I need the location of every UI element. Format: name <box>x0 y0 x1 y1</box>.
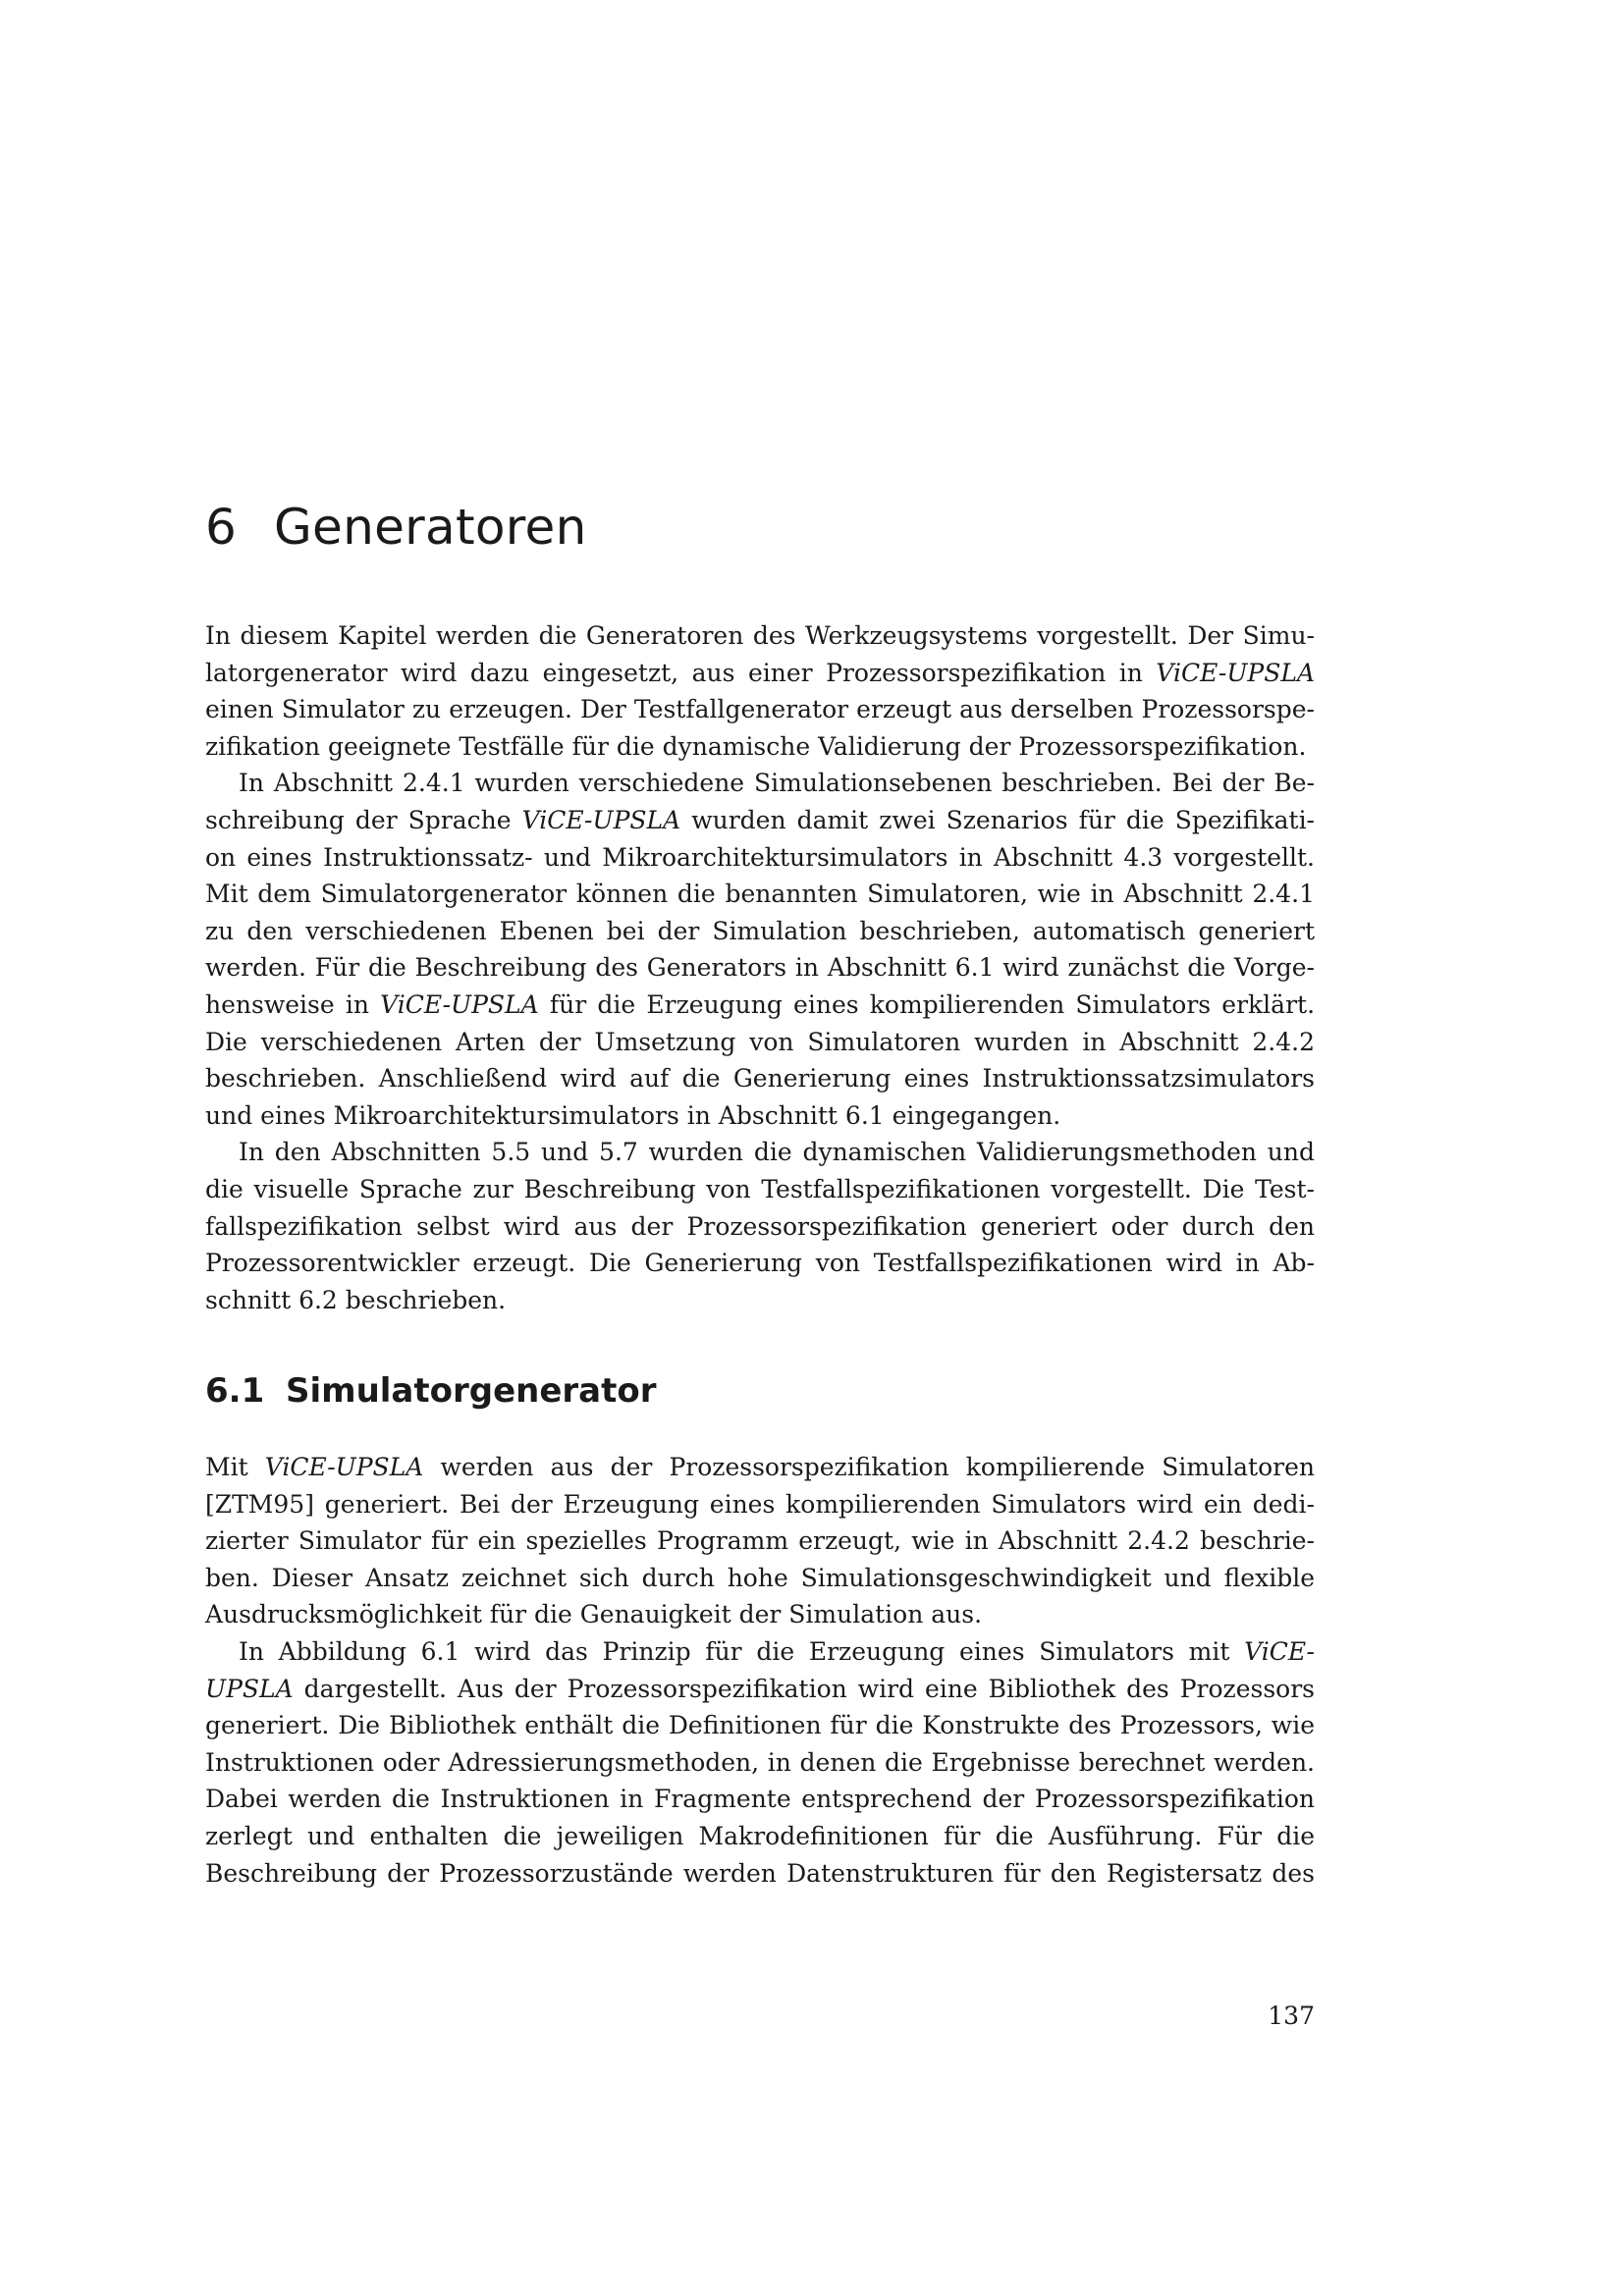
text-line: In diesem Kapitel werden die Generatoren des Werkzeugsystems vorgestellt. Der Simu- <box>205 621 1315 650</box>
text-line: werden. Für die Beschreibung des Generators in Abschnitt 6.1 wird zunächst die Vorge- <box>205 953 1315 983</box>
text-line: schnitt 6.2 beschrieben. <box>205 1285 507 1314</box>
section-body <box>205 1449 1315 1892</box>
chapter-title <box>205 496 587 559</box>
vice-upsla-term: ViCE-UPSLA <box>1156 658 1315 687</box>
text-line: Beschreibung der Prozessorzustände werden Datenstrukturen für den Registersatz des <box>205 1858 1315 1888</box>
text-line: schreibung der Sprache ViCE-UPSLA wurden damit zwei Szenarios für die Spezifikati- <box>205 805 1316 834</box>
chapter-intro <box>205 617 1315 1318</box>
text-line: Ausdrucksmöglichkeit für die Genauigkeit der Simulation aus. <box>205 1600 983 1629</box>
text-line: Mit dem Simulatorgenerator können die benannten Simulatoren, wie in Abschnitt 2.4.1 <box>205 880 1315 909</box>
text-line: ben. Dieser Ansatz zeichnet sich durch hohe Simulationsgeschwindigkeit und flexible <box>205 1563 1315 1592</box>
vice-upsla-term: UPSLA <box>205 1674 294 1703</box>
text-line: hensweise in ViCE-UPSLA für die Erzeugung eines kompilierenden Simulators erklärt. <box>205 989 1316 1019</box>
chapter-number: 6 <box>205 499 238 556</box>
text-line: In den Abschnitten 5.5 und 5.7 wurden die dynamischen Validierungsmethoden und <box>239 1138 1315 1167</box>
text-line: latorgenerator wird dazu eingesetzt, aus einer Prozessorspezifikation in ViCE-UPSLA <box>205 658 1315 687</box>
vice-upsla-term: ViCE-UPSLA <box>521 805 681 834</box>
intro-paragraph-3 <box>205 1134 1315 1318</box>
text-line: generiert. Die Bibliothek enthält die Definitionen für die Konstrukte des Prozessors, wie <box>205 1711 1315 1740</box>
text-line: die visuelle Sprache zur Beschreibung von Testfallspezifikationen vorgestellt. Die Test- <box>205 1174 1315 1203</box>
vice-upsla-term: ViCE- <box>1244 1636 1315 1666</box>
intro-paragraph-2 <box>205 765 1315 1134</box>
text-line: Instruktionen oder Adressierungsmethoden, in denen die Ergebnisse berechnet werden. <box>205 1747 1315 1777</box>
text-line: und eines Mikroarchitektursimulators in Abschnitt 6.1 eingegangen. <box>205 1100 1061 1130</box>
text-line: [ZTM95] generiert. Bei der Erzeugung eines kompilierenden Simulators wird ein dedi- <box>205 1489 1315 1519</box>
text-line: on eines Instruktionssatz- und Mikroarchitektursimulators in Abschnitt 4.3 vorgestellt. <box>205 842 1315 872</box>
text-line: zifikation geeignete Testfälle für die dynamische Validierung der Prozessorspezifikation. <box>205 731 1307 761</box>
text-line: Prozessorentwickler erzeugt. Die Generierung von Testfallspezifikationen wird in Ab- <box>205 1249 1315 1278</box>
text-line: Die verschiedenen Arten der Umsetzung von Simulatoren wurden in Abschnitt 2.4.2 <box>205 1027 1315 1056</box>
text-line: Dabei werden die Instruktionen in Fragmente entsprechend der Prozessorspezifikation <box>205 1785 1315 1814</box>
section-title <box>205 1368 657 1414</box>
text-line: UPSLA dargestellt. Aus der Prozessorspezifikation wird eine Bibliothek des Prozessors <box>205 1674 1315 1703</box>
vice-upsla-term: ViCE-UPSLA <box>380 989 539 1019</box>
page <box>205 0 1315 2296</box>
text-line: zu den verschiedenen Ebenen bei der Simulation beschrieben, automatisch generiert <box>205 916 1315 945</box>
vice-upsla-term: ViCE-UPSLA <box>264 1453 424 1481</box>
text-line: beschrieben. Anschließend wird auf die Generierung eines Instruktionssatzsimulators <box>205 1064 1315 1094</box>
section-paragraph-1 <box>205 1449 1315 1633</box>
text-line: zierter Simulator für ein spezielles Programm erzeugt, wie in Abschnitt 2.4.2 beschrie- <box>205 1526 1315 1556</box>
text-line: Mit ViCE-UPSLA werden aus der Prozessorspezifikation kompilierende Simulatoren <box>205 1453 1315 1481</box>
chapter-title-text: Generatoren <box>274 499 587 556</box>
page-number: 137 <box>1268 2002 1315 2030</box>
section-number: 6.1 <box>205 1371 265 1411</box>
section-title-text: Simulatorgenerator <box>286 1371 657 1411</box>
intro-paragraph-1 <box>205 617 1315 765</box>
text-line: fallspezifikation selbst wird aus der Prozessorspezifikation generiert oder durch den <box>205 1211 1315 1241</box>
text-line: In Abschnitt 2.4.1 wurden verschiedene Simulationsebenen beschrieben. Bei der Be- <box>239 769 1315 798</box>
text-line: einen Simulator zu erzeugen. Der Testfallgenerator erzeugt aus derselben Prozessorspe- <box>205 695 1315 724</box>
section-paragraph-2 <box>205 1633 1315 1892</box>
text-line: In Abbildung 6.1 wird das Prinzip für die Erzeugung eines Simulators mit ViCE- <box>239 1636 1315 1666</box>
text-line: zerlegt und enthalten die jeweiligen Makrodefinitionen für die Ausführung. Für die <box>205 1821 1315 1850</box>
